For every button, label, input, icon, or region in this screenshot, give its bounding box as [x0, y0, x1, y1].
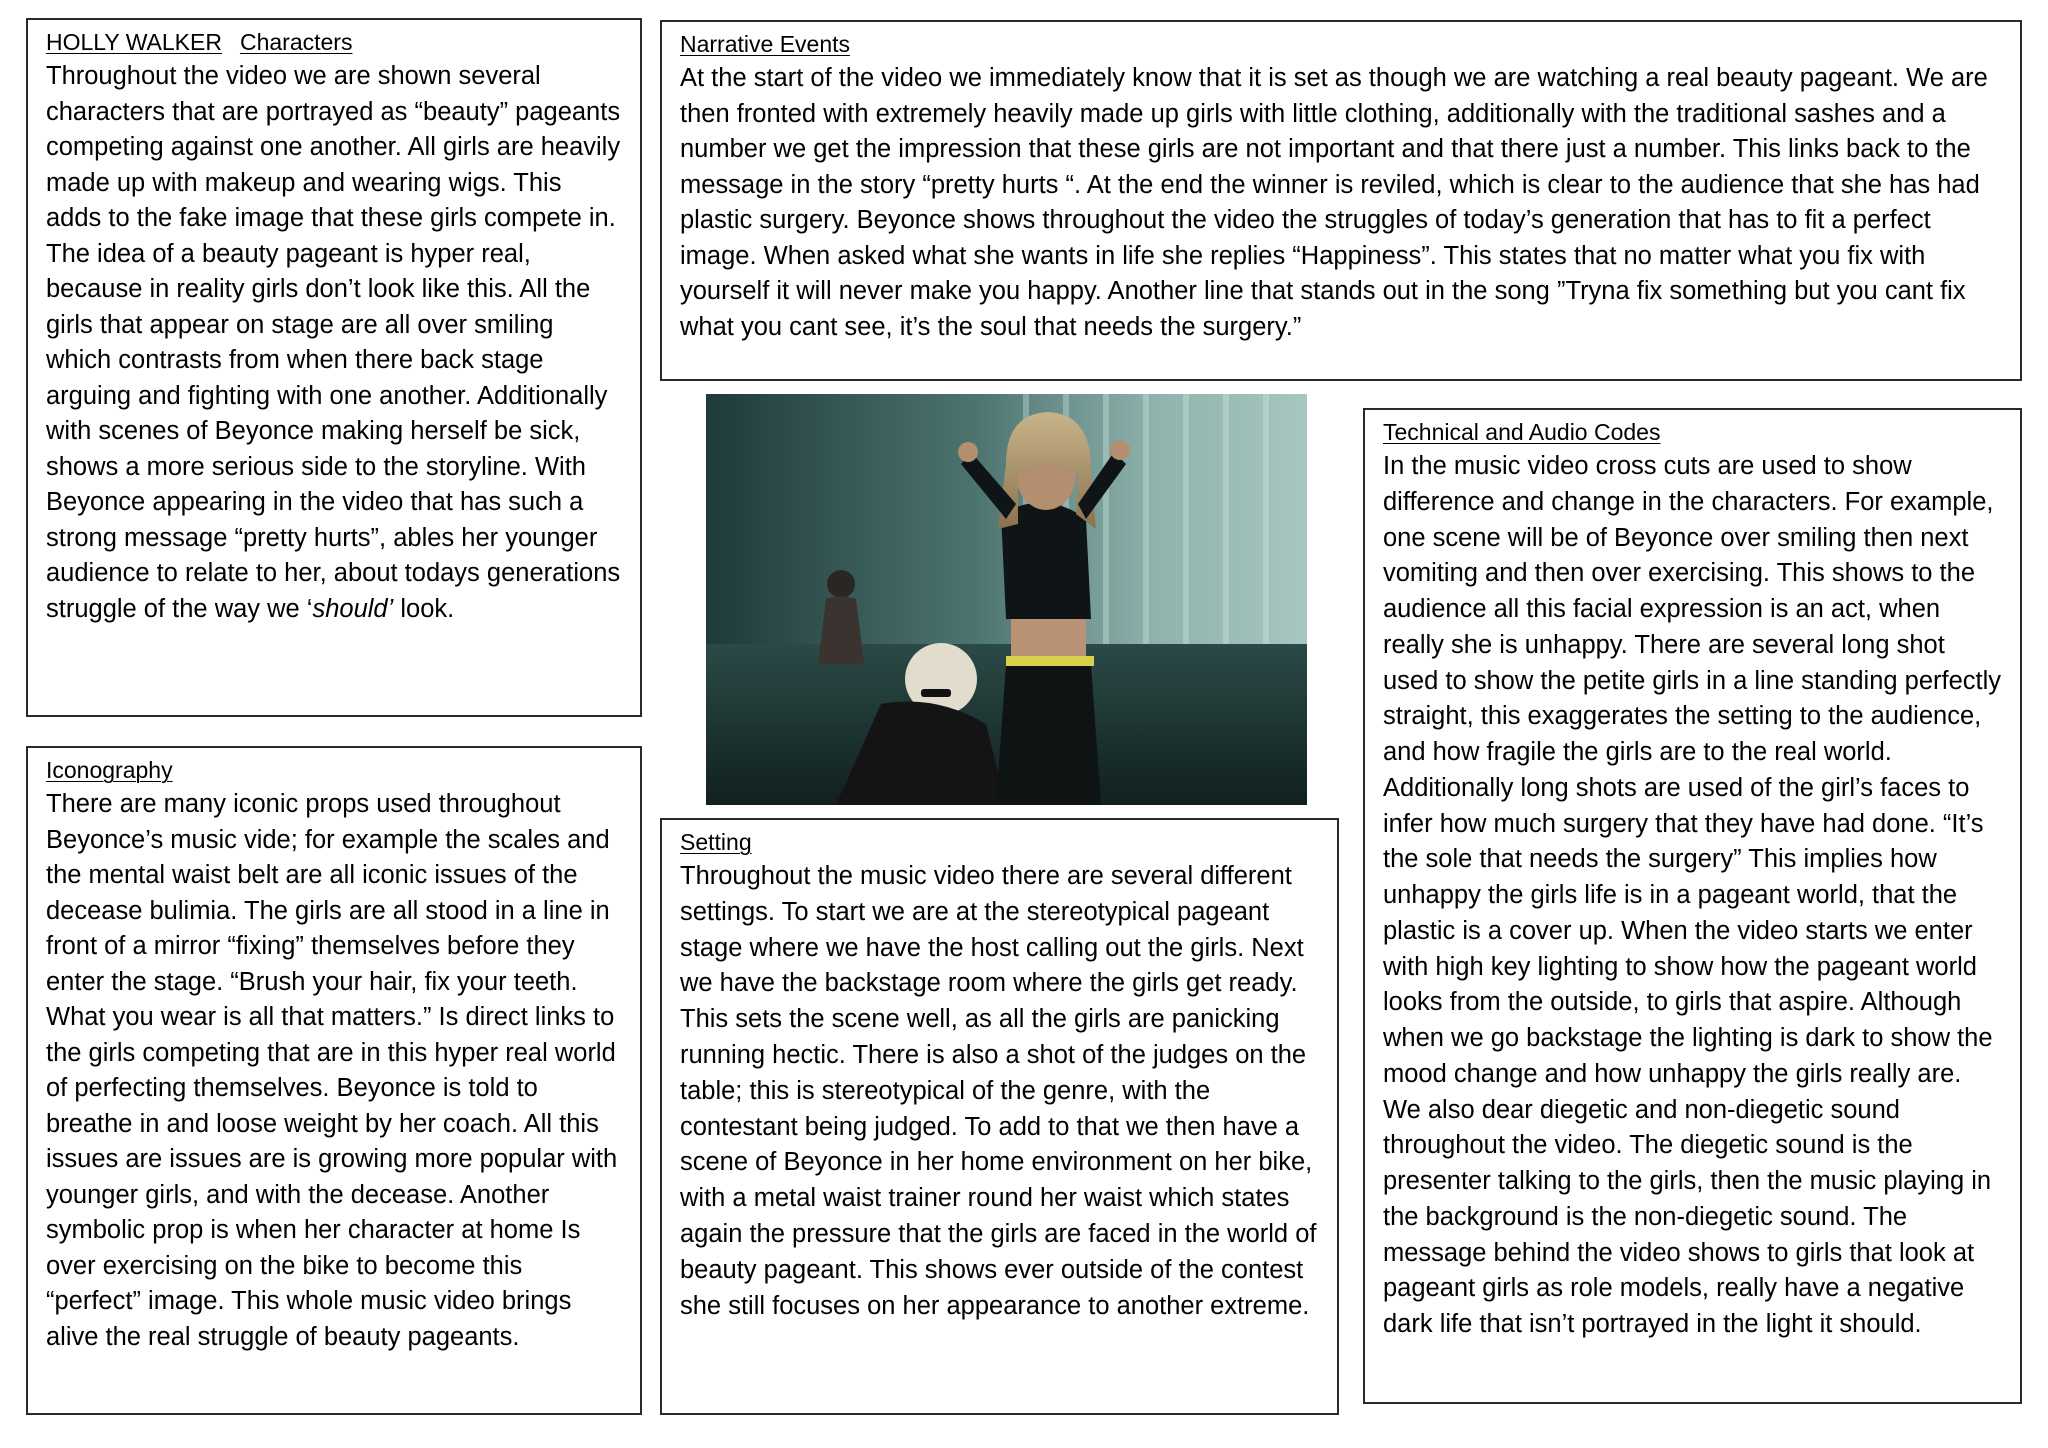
setting-text: Throughout the music video there are several different settings. To start we are at the stereotypical pageant stage where we have the host calling out the girls. Next we have the backstage room where the girls get ready. This sets the scene well, as all the girls are panicking running hectic. There is also a shot of the judges on the table; this is stereotypical of the genre, with the contestant being judged. To add to that we then have a scene of Beyonce in her home environment on her bike, with a metal waist trainer round her waist which states again the pressure that the girls are faced in the world of beauty pageant. This shows ever outside of the contest she still focuses on her appearance to another extreme.: [680, 862, 1317, 1320]
technical-audio-codes-text: In the music video cross cuts are used to show difference and change in the characters. For example, one scene will be of Beyonce over smiling then next vomiting and then over exercising. This shows to the audience all this facial expression is an act, when really she is unhappy. There are several long shot used to show the petite girls in a line standing perfectly straight, this exaggerates the setting to the audience, and how fragile the girls are to the real world. Additionally long shots are used of the girl’s faces to infer how much surgery that they have had done. “It’s the sole that needs the surgery” This implies how unhappy the girls life is in a pageant world, that the plastic is a cover up. When the video starts we enter with high key lighting to show how the pageant world looks from the outside, to girls that aspire. Although when we go backstage the lighting is dark to show the mood change and how unhappy the girls really are. We also dear diegetic and non-diegetic sound throughout the video. The diegetic sound is the presenter talking to the girls, then the music playing in the background is the non-diegetic sound. The message behind the video shows to girls that look at pageant girls as role models, really have a negative dark life that isn’t portrayed in the light it should.: [1383, 452, 2002, 1338]
narrative-events-box: [660, 20, 2022, 381]
music-video-still-image: [706, 394, 1307, 805]
characters-box: [26, 18, 642, 717]
iconography-box: [26, 746, 642, 1415]
technical-audio-codes-heading: Technical and Audio Codes: [1383, 419, 1661, 445]
narrative-events-heading: Narrative Events: [680, 31, 851, 57]
characters-text-main: Throughout the video we are shown several characters that are portrayed as “beauty” pageants competing against one another. All girls are heavily made up with makeup and wearing wigs. This adds to the fake image that these girls compete in. The idea of a beauty pageant is hyper real, because in reality girls don’t look like this. All the girls that appear on stage are all over smiling which contrasts from when there back stage arguing and fighting with one another. Additionally with scenes of Beyonce making herself be sick, shows a more serious side to the storyline. With Beyonce appearing in the video that has such a strong message “pretty hurts”, ables her younger audience to relate to her, about todays generations struggle of the way we ‘: [46, 62, 621, 623]
setting-heading: Setting: [680, 829, 752, 855]
characters-text: [46, 59, 622, 627]
author-name: HOLLY WALKER: [46, 29, 222, 55]
iconography-text: There are many iconic props used throughout Beyonce’s music vide; for example the scales and the mental waist belt are all iconic issues of the decease bulimia. The girls are all stood in a line in front of a mirror “fixing” themselves before they enter the stage. “Brush your hair, fix your teeth. What you wear is all that matters.” Is direct links to the girls competing that are in this hyper real world of perfecting themselves. Beyonce is told to breathe in and loose weight by her coach. All this issues are issues are is growing more popular with younger girls, and with the decease. Another symbolic prop is when her character at home Is over exercising on the bike to become this “perfect” image. This whole music video brings alive the real struggle of beauty pageants.: [46, 790, 618, 1351]
characters-heading: [46, 26, 622, 59]
characters-text-emphasis: should’: [312, 594, 394, 623]
technical-audio-codes-box: [1363, 408, 2022, 1404]
iconography-heading: Iconography: [46, 757, 173, 783]
setting-box: [660, 818, 1339, 1415]
characters-text-end: look.: [393, 594, 455, 623]
characters-title: Characters: [239, 29, 353, 55]
narrative-events-text: At the start of the video we immediately know that it is set as though we are watching a real beauty pageant. We are then fronted with extremely heavily made up girls with little clothing, additionally with the traditional sashes and a number we get the impression that these girls are not important and that there just a number. This links back to the message in the story “pretty hurts “. At the end the winner is reviled, which is clear to the audience that she has had plastic surgery. Beyonce shows throughout the video the struggles of today’s generation that has to fit a perfect image. When asked what she wants in life she replies “Happiness”. This states that no matter what you fix with yourself it will never make you happy. Another line that stands out in the song ”Tryna fix something but you cant fix what you cant see, it’s the soul that needs the surgery.”: [680, 64, 1988, 341]
